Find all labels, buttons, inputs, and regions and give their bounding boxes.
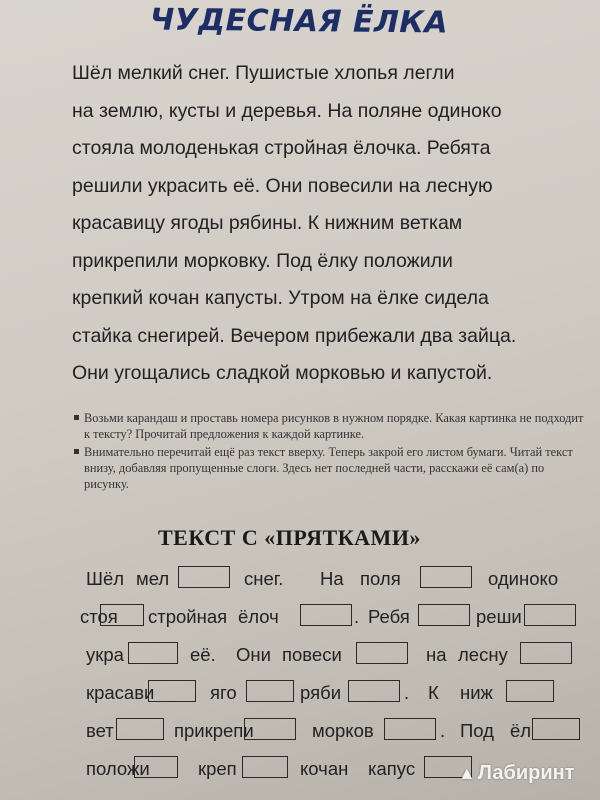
blank-box[interactable]	[506, 680, 554, 702]
task-text: Возьми карандаш и проставь номера рисунков в нужном порядке. Какая картинка не подходит к тексту? Прочитай предложения к каждой картинке.	[84, 411, 584, 441]
blank-box[interactable]	[300, 604, 352, 626]
watermark-logo	[458, 762, 575, 785]
blank-box[interactable]	[418, 604, 470, 626]
task-text: Внимательно перечитай ещё раз текст вверху. Теперь закрой его листом бумаги. Читай текст внизу, добавляя пропущенные слоги. Здесь нет последней части, расскажи её сам(а) по рисунку.	[84, 445, 573, 491]
story-text	[72, 55, 582, 393]
bullet-icon	[74, 415, 79, 420]
word-fragment: реши	[476, 606, 522, 627]
word-fragment: на	[426, 644, 447, 665]
word-fragment: креп	[198, 758, 237, 779]
story-line: стайка снегирей. Вечером прибежали два зайца.	[72, 324, 517, 347]
word-fragment: прикрепи	[174, 720, 254, 741]
bear-logo-icon: ▲	[458, 763, 476, 783]
blank-box[interactable]	[356, 642, 408, 664]
word-fragment: Они	[236, 644, 271, 665]
task-item	[74, 410, 584, 442]
blank-box[interactable]	[384, 718, 436, 740]
story-line: на землю, кусты и деревья. На поляне одиноко	[72, 99, 502, 122]
blank-box[interactable]	[348, 680, 400, 702]
blank-box[interactable]	[134, 756, 178, 778]
bullet-icon	[74, 449, 79, 454]
story-line: Они угощались сладкой морковью и капустой.	[72, 362, 493, 384]
exercise-line	[86, 562, 586, 600]
blank-box[interactable]	[420, 566, 472, 588]
blank-box[interactable]	[148, 680, 196, 702]
blank-box[interactable]	[178, 566, 230, 588]
word-fragment: ниж	[460, 682, 493, 703]
story-line: стояла молоденькая стройная ёлочка. Ребята	[72, 137, 491, 159]
word-fragment: лесну	[458, 644, 508, 665]
word-fragment: краcави	[86, 682, 155, 703]
word-fragment: снег.	[244, 568, 284, 589]
exercise-line	[86, 638, 586, 676]
word-fragment: морков	[312, 720, 374, 741]
word-fragment: её.	[190, 644, 216, 665]
word-fragment: .	[440, 720, 446, 741]
word-fragment: яго	[210, 682, 237, 703]
word-fragment: Шёл	[86, 568, 125, 589]
story-line: Шёл мелкий снег. Пушистые хлопья легли	[72, 62, 455, 84]
blank-box[interactable]	[524, 604, 576, 626]
word-fragment: положи	[86, 758, 150, 779]
blank-box[interactable]	[520, 642, 572, 664]
word-fragment: одиноко	[488, 568, 559, 589]
blank-box[interactable]	[242, 756, 288, 778]
word-fragment: поля	[360, 568, 401, 589]
blank-box[interactable]	[244, 718, 296, 740]
exercise-title: ТЕКСТ С «ПРЯТКАМИ»	[158, 525, 421, 550]
story-line: решили украсить её. Они повесили на лесную	[72, 174, 493, 197]
task-list	[74, 410, 584, 494]
story-line: крепкий кочан капусты. Утром на ёлке сидела	[72, 287, 489, 309]
word-fragment: Ребя	[368, 606, 410, 627]
word-fragment: ёл	[510, 720, 532, 741]
exercise-text	[80, 562, 586, 790]
word-fragment: кочан	[300, 758, 349, 779]
word-fragment: .	[354, 606, 360, 627]
word-fragment: .	[404, 682, 410, 703]
word-fragment: стройная	[148, 606, 228, 627]
blank-box[interactable]	[100, 604, 144, 626]
story-line: прикрепили морковку. Под ёлку положили	[72, 249, 453, 272]
story-title: ЧУДЕСНАЯ ЁЛКА	[149, 2, 449, 41]
word-fragment: повеси	[282, 644, 342, 665]
word-fragment: укра	[86, 644, 124, 665]
exercise-line	[86, 714, 586, 752]
exercise-line	[86, 676, 586, 714]
word-fragment: вет	[86, 720, 114, 741]
watermark-text: Лабиринт	[477, 762, 575, 784]
word-fragment: Под	[460, 720, 494, 741]
story-line: красавицу ягоды рябины. К нижним веткам	[72, 212, 463, 234]
task-item	[74, 444, 584, 492]
word-fragment: ёлоч	[238, 606, 279, 627]
word-fragment: ряби	[300, 682, 342, 703]
blank-box[interactable]	[128, 642, 178, 664]
word-fragment: мел	[136, 568, 170, 589]
word-fragment: стоя	[80, 606, 118, 627]
word-fragment: капус	[368, 758, 416, 779]
blank-box[interactable]	[116, 718, 164, 740]
blank-box[interactable]	[246, 680, 294, 702]
blank-box[interactable]	[532, 718, 580, 740]
word-fragment: К	[428, 682, 439, 703]
exercise-line	[80, 600, 586, 638]
word-fragment: На	[320, 568, 344, 589]
